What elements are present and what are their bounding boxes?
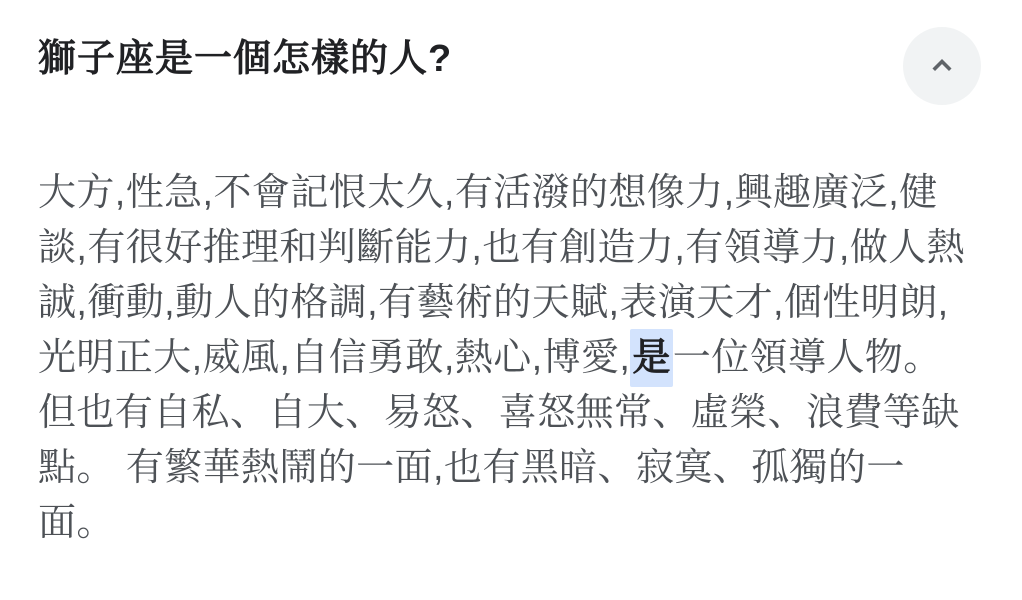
answer-text-before: 大方,性急,不會記恨太久,有活潑的想像力,興趣廣泛,健談,有很好推理和判斷能力,也有創造力,有領導力,做人熱誠,衝動,動人的格調,有藝術的天賦,表演天才,個性明朗,光明正大,威風,自信勇敢,熱心,博愛, (38, 172, 966, 379)
answer-text (38, 166, 966, 551)
highlighted-term: 是 (630, 329, 672, 387)
collapse-button[interactable] (903, 27, 981, 105)
answer-text-after: 一位領導人物。 但也有自私、自大、易怒、喜怒無常、虛榮、浪費等缺點。 有繁華熱鬧的一面,也有黑暗、寂寞、孤獨的一面。 (38, 337, 960, 544)
question-title: 獅子座是一個怎樣的人? (38, 38, 453, 80)
chevron-up-icon (924, 48, 960, 84)
